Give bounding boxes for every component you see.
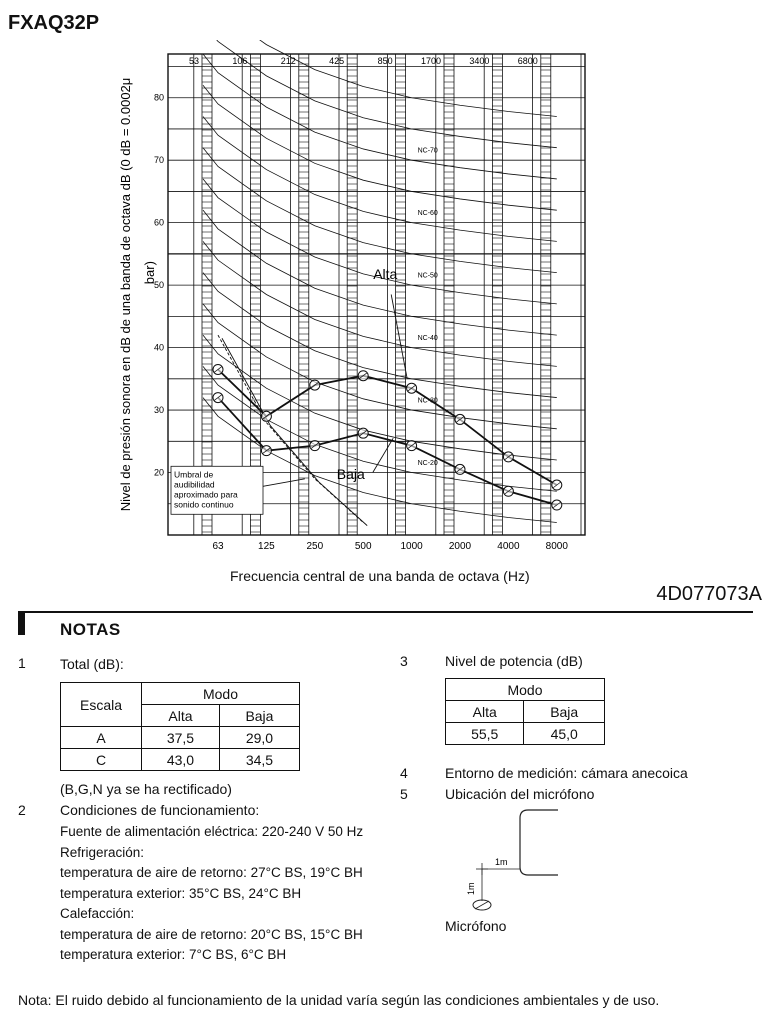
condition-line: temperatura exterior: 35°C BS, 24°C BH [60,885,302,901]
y-tick-label: 20 [153,467,164,478]
rectified-note: (B,G,N ya se ha rectificado) [60,781,232,797]
dimension-horizontal-label: 1m [495,857,508,867]
top-band-label: 850 [377,56,393,66]
top-band-label: 53 [188,56,199,66]
table-cell: C [61,749,142,771]
mic-location-text: Ubicación del micrófono [445,786,595,802]
condition-line: Refrigeración: [60,844,145,860]
top-band-label: 106 [232,56,248,66]
table-cell: 37,5 [142,727,220,749]
nc-curve-label: NC-50 [417,272,438,280]
microphone-hatch [475,901,489,909]
condition-line: Fuente de alimentación eléctrica: 220-240 V 50 Hz [60,824,364,839]
table-header-scale: Escala [61,683,142,727]
mic-label: Micrófono [445,918,507,934]
section-marker [18,611,25,635]
table-row [446,723,605,745]
table-row [61,749,300,771]
alta-pointer [391,295,407,379]
document-id: 4D077073A [656,583,762,605]
y-tick-label: 80 [153,92,164,103]
table-cell: 34,5 [219,749,299,771]
note-number-1: 1 [18,655,26,671]
x-tick-label: 2000 [448,541,472,552]
section-divider [18,611,753,613]
nc-curve-label: NC-40 [417,335,438,343]
indoor-unit-outline [520,810,558,875]
condition-line: temperatura de aire de retorno: 20°C BS, 15°C BH [60,926,363,942]
note-number-4: 4 [400,765,408,781]
top-band-label: 425 [329,56,345,66]
environment-text: Entorno de medición: cámara anecoica [445,765,688,781]
notes-heading: NOTAS [60,620,121,639]
x-tick-label: 4000 [497,541,520,552]
y-tick-label: 60 [153,217,164,228]
condition-line: Calefacción: [60,906,135,921]
note-number-2: 2 [18,802,26,818]
noise-chart [110,40,600,555]
condition-line: temperatura exterior: 7°C BS, 6°C BH [60,947,287,962]
top-band-label: 212 [280,56,296,66]
table-cell: 43,0 [142,749,220,771]
table-header-low: Baja [219,705,299,727]
footnote: Nota: El ruido debido al funcionamiento de la unidad varía según las condiciones ambientales y de uso. [18,992,660,1008]
y-axis-title-continued: bar) [142,261,157,285]
table-header-low: Baja [524,701,605,723]
nc-curve-label: NC-60 [417,210,438,218]
x-axis-title: Frecuencia central de una banda de octava (Hz) [230,568,530,584]
x-tick-label: 8000 [545,541,568,552]
y-axis-title: Nivel de presión sonora en dB de una banda de octava dB (0 dB = 0.0002μ [118,77,133,512]
model-title: FXAQ32P [8,12,100,34]
conditions-title: Condiciones de funcionamiento: [60,802,260,818]
threshold-label-line: audibilidad [174,479,215,490]
table-cell: 55,5 [446,723,524,745]
table-cell: 29,0 [219,727,299,749]
series-label-baja: Baja [336,465,365,482]
y-tick-label: 40 [153,342,164,353]
note-number-5: 5 [400,786,408,802]
x-tick-label: 125 [258,541,275,552]
top-band-label: 3400 [469,56,490,66]
top-band-label: 1700 [420,56,441,66]
power-label: Nivel de potencia (dB) [445,653,583,669]
table-cell: 45,0 [524,723,605,745]
table-cell: A [61,727,142,749]
nc-curve-label: NC-70 [417,147,438,155]
nc-curve-label: NC-30 [417,397,438,405]
table-header-high: Alta [446,701,524,723]
y-tick-label: 50 [153,280,164,291]
note-number-3: 3 [400,653,408,669]
condition-line: temperatura de aire de retorno: 27°C BS, 19°C BH [60,865,363,880]
threshold-label-line: aproximado para [174,489,238,500]
series-label-alta: Alta [373,265,398,282]
x-tick-label: 1000 [400,541,423,552]
table-header-mode: Modo [142,683,300,705]
mic-location-diagram [440,805,570,915]
x-tick-label: 250 [306,541,324,552]
total-db-table [60,682,300,771]
y-tick-label: 30 [153,405,164,416]
threshold-label-line: Umbral de [174,469,214,480]
threshold-label-line: sonido continuo [174,499,234,510]
y-tick-label: 70 [153,155,164,166]
power-table [445,678,605,745]
dimension-vertical-label: 1m [466,882,476,895]
top-band-label: 6800 [517,56,538,66]
total-label: Total (dB): [60,656,124,672]
x-tick-label: 63 [212,541,224,552]
conditions-list [60,822,363,966]
nc-curve [203,40,557,116]
table-header-mode: Modo [446,679,605,701]
nc-curve-label: NC-20 [417,460,438,468]
table-header-high: Alta [142,705,220,727]
x-tick-label: 500 [354,541,372,552]
plot-frame [168,54,585,535]
table-row [61,727,300,749]
